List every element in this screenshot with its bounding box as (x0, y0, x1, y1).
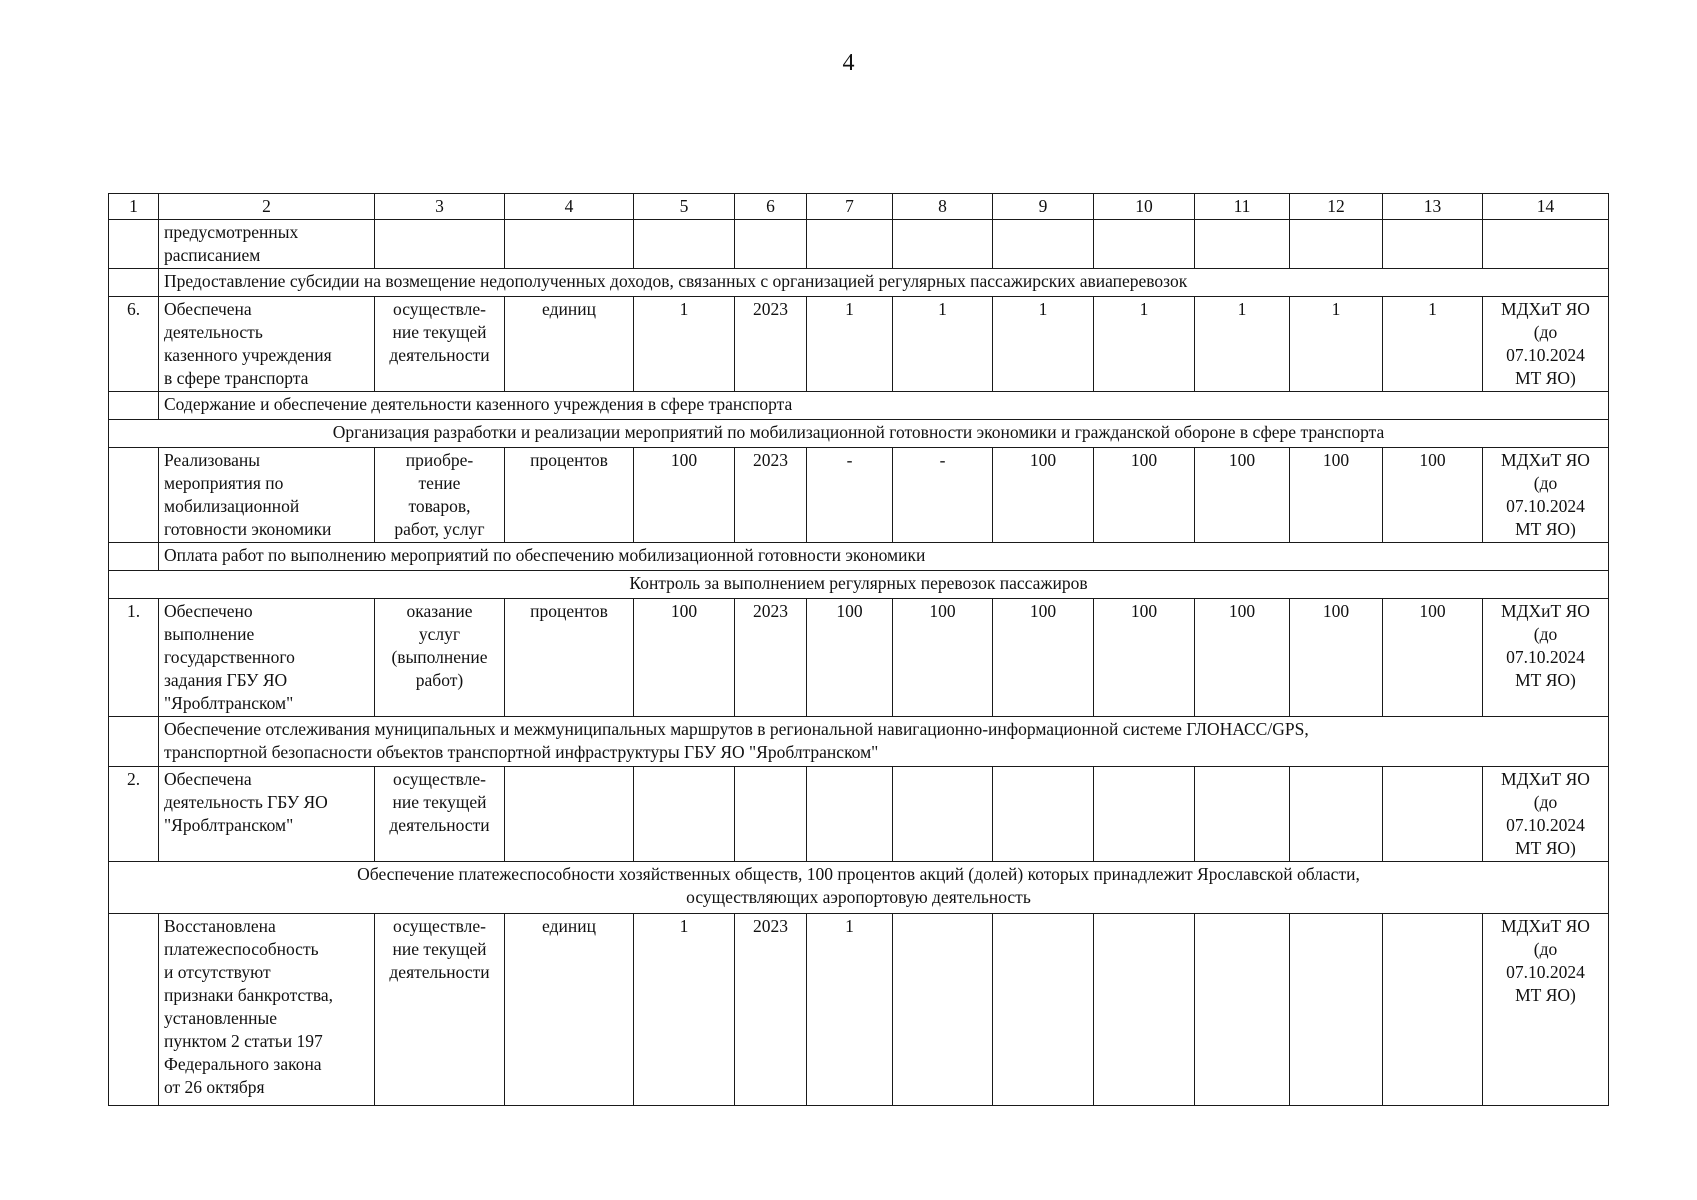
responsible-cell (1483, 767, 1609, 862)
cell-text-line: Содержание и обеспечение деятельности казенного учреждения в сфере транспорта (164, 394, 793, 414)
base-year-cell: 2023 (735, 297, 807, 392)
value-cell-v12: 100 (1290, 599, 1383, 717)
value-cell-v8 (893, 767, 993, 862)
value-cell-v7: 1 (807, 914, 893, 1106)
table-row (109, 448, 1609, 543)
cell-text-line: Восстановлена (164, 916, 276, 936)
cell-text-line: Контроль за выполнением регулярных перевозок пассажиров (629, 573, 1088, 593)
cell-text-line: МТ ЯО) (1515, 368, 1576, 388)
cell-text-line: (выполнение (391, 647, 488, 667)
cell-text-line: признаки банкротства, (164, 985, 334, 1005)
column-number-cell: 6 (735, 194, 807, 220)
cell-text-line: готовности экономики (164, 519, 332, 539)
column-number-cell: 12 (1290, 194, 1383, 220)
cell-text-line: Обеспечение платежеспособности хозяйственных обществ, 100 процентов акций (долей) которых принадлежит Ярославской области, (357, 864, 1360, 884)
cell-text-line: 07.10.2024 (1506, 496, 1585, 516)
cell-text-line: Федерального закона (164, 1054, 322, 1074)
activity-description-row (109, 269, 1609, 297)
cell-text-line: мероприятия по (164, 473, 284, 493)
cell-text-line: осуществле- (393, 769, 486, 789)
section-heading-row (109, 420, 1609, 448)
base-value-cell: 100 (634, 599, 735, 717)
unit-cell (505, 767, 634, 862)
cell-text-line: работ, услуг (394, 519, 485, 539)
column-number-row (109, 194, 1609, 220)
value-cell-v9 (993, 220, 1094, 269)
base-value-cell: 100 (634, 448, 735, 543)
value-cell-v13 (1383, 767, 1483, 862)
cell-text-line: МТ ЯО) (1515, 985, 1576, 1005)
base-year-cell: 2023 (735, 599, 807, 717)
cell-text-line: предусмотренных (164, 222, 299, 242)
table-row (109, 297, 1609, 392)
value-cell-v11: 100 (1195, 448, 1290, 543)
cell-text-line: 07.10.2024 (1506, 815, 1585, 835)
cell-text-line: 07.10.2024 (1506, 962, 1585, 982)
empty-number-cell (109, 543, 159, 571)
column-number-cell: 3 (375, 194, 505, 220)
activity-description-cell (159, 717, 1609, 767)
activity-description-cell (159, 392, 1609, 420)
activity-description-row (109, 543, 1609, 571)
responsible-cell (1483, 599, 1609, 717)
cell-text-line: деятельности (389, 345, 490, 365)
cell-text-line: (до (1533, 473, 1558, 493)
cell-text-line: Организация разработки и реализации мероприятий по мобилизационной готовности экономики и гражданской обороне в сфере транспорта (332, 422, 1385, 442)
cell-text-line: Предоставление субсидии на возмещение недополученных доходов, связанных с организацией регулярных пассажирских авиаперевозок (164, 271, 1188, 291)
cell-text-line: ние текущей (392, 792, 487, 812)
cell-text-line: осуществле- (393, 299, 486, 319)
activity-type-cell (375, 297, 505, 392)
cell-text-line: деятельность ГБУ ЯО (164, 792, 328, 812)
cell-text-line: Реализованы (164, 450, 260, 470)
row-number-cell: 2. (109, 767, 159, 862)
cell-text-line: оказание (406, 601, 473, 621)
section-heading-cell (109, 862, 1609, 914)
value-cell-v13: 100 (1383, 448, 1483, 543)
column-number-cell: 7 (807, 194, 893, 220)
cell-text-line: пунктом 2 статьи 197 (164, 1031, 323, 1051)
cell-text-line: "Яроблтранском" (164, 693, 294, 713)
cell-text-line: услуг (418, 624, 461, 644)
table-row (109, 767, 1609, 862)
value-cell-v9 (993, 914, 1094, 1106)
value-cell-v8 (893, 220, 993, 269)
table-row (109, 599, 1609, 717)
table-row (109, 220, 1609, 269)
value-cell-v11 (1195, 767, 1290, 862)
cell-text-line: ние текущей (392, 322, 487, 342)
row-number-cell: 6. (109, 297, 159, 392)
activity-type-cell (375, 914, 505, 1106)
cell-text-line: Обеспечено (164, 601, 253, 621)
page-number: 4 (842, 50, 855, 76)
value-cell-v8 (893, 914, 993, 1106)
responsible-cell (1483, 448, 1609, 543)
unit-cell (505, 220, 634, 269)
column-number-cell: 1 (109, 194, 159, 220)
cell-text-line: МДХиТ ЯО (1501, 450, 1590, 470)
column-number-cell: 5 (634, 194, 735, 220)
cell-text-line: МДХиТ ЯО (1501, 916, 1590, 936)
results-table (108, 193, 1609, 1106)
cell-text-line: расписанием (164, 245, 261, 265)
value-cell-v7: 1 (807, 297, 893, 392)
value-cell-v7: - (807, 448, 893, 543)
activity-description-cell (159, 269, 1609, 297)
cell-text-line: задания ГБУ ЯО (164, 670, 288, 690)
cell-text-line: от 26 октября (164, 1077, 265, 1097)
cell-text-line: (до (1533, 792, 1558, 812)
result-cell (159, 448, 375, 543)
value-cell-v9: 1 (993, 297, 1094, 392)
value-cell-v13 (1383, 914, 1483, 1106)
activity-description-cell (159, 543, 1609, 571)
column-number-cell: 14 (1483, 194, 1609, 220)
row-number-cell (109, 914, 159, 1106)
responsible-cell (1483, 220, 1609, 269)
column-number-cell: 11 (1195, 194, 1290, 220)
column-number-cell: 9 (993, 194, 1094, 220)
activity-type-cell (375, 448, 505, 543)
unit-cell: единиц (505, 914, 634, 1106)
value-cell-v10 (1094, 914, 1195, 1106)
value-cell-v11: 1 (1195, 297, 1290, 392)
base-value-cell: 1 (634, 914, 735, 1106)
cell-text-line: Обеспечение отслеживания муниципальных и межмуниципальных маршрутов в региональной навигационно-информационной системе ГЛОНАСС/GPS, (164, 719, 1309, 739)
row-number-cell: 1. (109, 599, 159, 717)
value-cell-v8: 1 (893, 297, 993, 392)
cell-text-line: выполнение (164, 624, 255, 644)
cell-text-line: установленные (164, 1008, 278, 1028)
cell-text-line: МТ ЯО) (1515, 670, 1576, 690)
cell-text-line: (до (1533, 322, 1558, 342)
value-cell-v7 (807, 767, 893, 862)
value-cell-v12 (1290, 767, 1383, 862)
column-number-cell: 4 (505, 194, 634, 220)
activity-type-cell (375, 599, 505, 717)
value-cell-v7: 100 (807, 599, 893, 717)
value-cell-v12: 100 (1290, 448, 1383, 543)
cell-text-line: 07.10.2024 (1506, 647, 1585, 667)
unit-cell: процентов (505, 599, 634, 717)
result-cell (159, 914, 375, 1106)
table-row (109, 914, 1609, 1106)
value-cell-v12 (1290, 914, 1383, 1106)
cell-text-line: МДХиТ ЯО (1501, 769, 1590, 789)
cell-text-line: Обеспечена (164, 299, 252, 319)
column-number-cell: 8 (893, 194, 993, 220)
value-cell-v9: 100 (993, 448, 1094, 543)
value-cell-v10: 100 (1094, 599, 1195, 717)
value-cell-v11 (1195, 914, 1290, 1106)
cell-text-line: Оплата работ по выполнению мероприятий по обеспечению мобилизационной готовности экономики (164, 545, 926, 565)
value-cell-v12 (1290, 220, 1383, 269)
section-heading-row (109, 571, 1609, 599)
value-cell-v13 (1383, 220, 1483, 269)
cell-text-line: (до (1533, 939, 1558, 959)
cell-text-line: "Яроблтранском" (164, 815, 294, 835)
result-cell (159, 220, 375, 269)
cell-text-line: товаров, (408, 496, 471, 516)
cell-text-line: (до (1533, 624, 1558, 644)
value-cell-v11: 100 (1195, 599, 1290, 717)
base-year-cell: 2023 (735, 914, 807, 1106)
cell-text-line: 07.10.2024 (1506, 345, 1585, 365)
value-cell-v8: 100 (893, 599, 993, 717)
cell-text-line: мобилизационной (164, 496, 300, 516)
value-cell-v12: 1 (1290, 297, 1383, 392)
result-cell (159, 297, 375, 392)
value-cell-v11 (1195, 220, 1290, 269)
value-cell-v10: 100 (1094, 448, 1195, 543)
value-cell-v10 (1094, 767, 1195, 862)
base-value-cell: 1 (634, 297, 735, 392)
cell-text-line: и отсутствуют (164, 962, 271, 982)
cell-text-line: деятельность (164, 322, 263, 342)
responsible-cell (1483, 297, 1609, 392)
cell-text-line: приобре- (405, 450, 474, 470)
value-cell-v13: 1 (1383, 297, 1483, 392)
base-year-cell (735, 220, 807, 269)
section-heading-cell (109, 571, 1609, 599)
value-cell-v9: 100 (993, 599, 1094, 717)
cell-text-line: деятельности (389, 962, 490, 982)
base-year-cell (735, 767, 807, 862)
activity-type-cell (375, 220, 505, 269)
section-heading-cell (109, 420, 1609, 448)
cell-text-line: деятельности (389, 815, 490, 835)
cell-text-line: казенного учреждения (164, 345, 332, 365)
activity-description-row (109, 392, 1609, 420)
value-cell-v8: - (893, 448, 993, 543)
cell-text-line: транспортной безопасности объектов транспортной инфраструктуры ГБУ ЯО "Яроблтранском" (164, 742, 879, 762)
value-cell-v10: 1 (1094, 297, 1195, 392)
cell-text-line: осуществле- (393, 916, 486, 936)
unit-cell: процентов (505, 448, 634, 543)
cell-text-line: ние текущей (392, 939, 487, 959)
row-number-cell (109, 448, 159, 543)
cell-text-line: работ) (415, 670, 464, 690)
column-number-cell: 2 (159, 194, 375, 220)
activity-description-row (109, 717, 1609, 767)
value-cell-v13: 100 (1383, 599, 1483, 717)
value-cell-v7 (807, 220, 893, 269)
base-value-cell (634, 767, 735, 862)
cell-text-line: государственного (164, 647, 295, 667)
empty-number-cell (109, 717, 159, 767)
empty-number-cell (109, 269, 159, 297)
column-number-cell: 10 (1094, 194, 1195, 220)
responsible-cell (1483, 914, 1609, 1106)
unit-cell: единиц (505, 297, 634, 392)
cell-text-line: МДХиТ ЯО (1501, 601, 1590, 621)
base-value-cell (634, 220, 735, 269)
cell-text-line: платежеспособность (164, 939, 319, 959)
value-cell-v9 (993, 767, 1094, 862)
cell-text-line: в сфере транспорта (164, 368, 309, 388)
column-number-cell: 13 (1383, 194, 1483, 220)
cell-text-line: МТ ЯО) (1515, 519, 1576, 539)
row-number-cell (109, 220, 159, 269)
activity-type-cell (375, 767, 505, 862)
cell-text-line: тение (418, 473, 461, 493)
empty-number-cell (109, 392, 159, 420)
base-year-cell: 2023 (735, 448, 807, 543)
result-cell (159, 767, 375, 862)
cell-text-line: осуществляющих аэропортовую деятельность (686, 887, 1031, 907)
value-cell-v10 (1094, 220, 1195, 269)
cell-text-line: Обеспечена (164, 769, 252, 789)
section-heading-row (109, 862, 1609, 914)
result-cell (159, 599, 375, 717)
cell-text-line: МДХиТ ЯО (1501, 299, 1590, 319)
cell-text-line: МТ ЯО) (1515, 838, 1576, 858)
